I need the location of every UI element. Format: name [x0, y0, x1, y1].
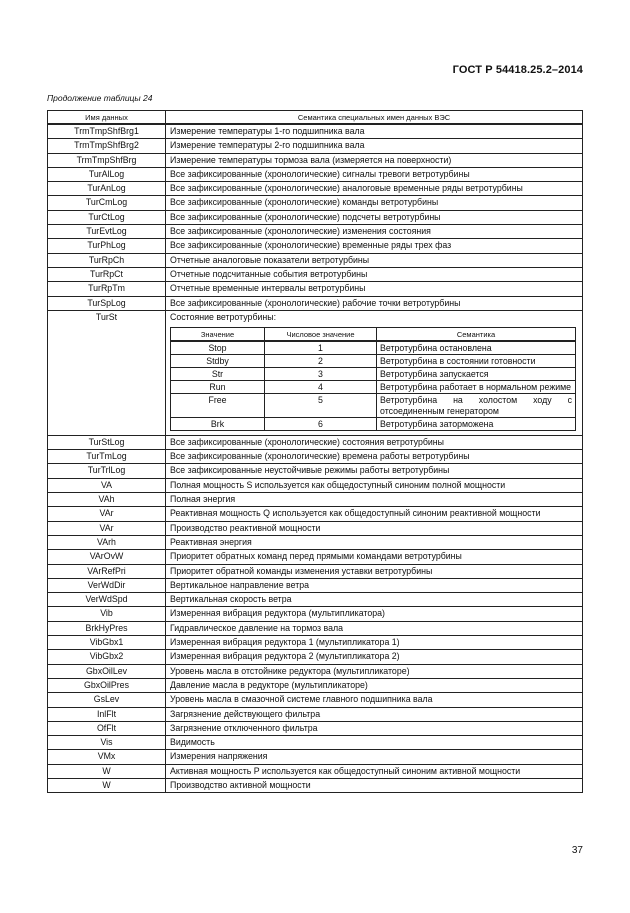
table-cell-name: TurRpCt	[48, 267, 166, 281]
table-row	[48, 564, 583, 578]
table-cell-description: Уровень масла в отстойнике редуктора (мультипликаторе)	[166, 664, 583, 678]
table-cell-name: Vis	[48, 736, 166, 750]
table-row	[48, 153, 583, 167]
table-cell-description: Измерение температуры 1-го подшипника вала	[166, 124, 583, 139]
table-cell-description: Реактивная мощность Q используется как общедоступный синоним реактивной мощности	[166, 507, 583, 521]
table-cell-description: Производство активной мощности	[166, 778, 583, 792]
table-body-top	[48, 124, 583, 310]
table-cell-description: Вертикальная скорость ветра	[166, 593, 583, 607]
table-cell-name: TurRpCh	[48, 253, 166, 267]
table-row	[48, 507, 583, 521]
sub-table-row	[171, 367, 576, 380]
sub-table-row	[171, 393, 576, 417]
table-cell-name: Vib	[48, 607, 166, 621]
table-cell-name: TurSt	[48, 310, 166, 435]
table-cell-name: TurTmLog	[48, 450, 166, 464]
table-cell-description: Измеренная вибрация редуктора 1 (мультипликатора 1)	[166, 636, 583, 650]
table-cell-name: W	[48, 778, 166, 792]
table-row	[48, 478, 583, 492]
table-cell-description: Все зафиксированные (хронологические) времена работы ветротурбины	[166, 450, 583, 464]
table-cell-description: Отчетные подсчитанные события ветротурбины	[166, 267, 583, 281]
sub-header-semantics: Семантика	[377, 327, 576, 341]
table-cell-name: TrmTmpShfBrg1	[48, 124, 166, 139]
sub-cell-numeric: 4	[265, 380, 377, 393]
table-row	[48, 607, 583, 621]
table-cell-description: Измерение температуры тормоза вала (измеряется на поверхности)	[166, 153, 583, 167]
table-body-bottom	[48, 435, 583, 792]
table-cell-name: TurEvtLog	[48, 225, 166, 239]
table-cell-name: OfFlt	[48, 721, 166, 735]
table-cell-name: BrkHyPres	[48, 621, 166, 635]
table-cell-name: VArh	[48, 535, 166, 549]
sub-cell-value: Stdby	[171, 354, 265, 367]
table-cell-description: Все зафиксированные (хронологические) рабочие точки ветротурбины	[166, 296, 583, 310]
table-row	[48, 210, 583, 224]
table-cell-description: Производство реактивной мощности	[166, 521, 583, 535]
table-cell-description: Отчетные временные интервалы ветротурбины	[166, 282, 583, 296]
sub-cell-semantics: Ветротурбина на холостом ходу с отсоединенным генератором	[377, 393, 576, 417]
turst-sub-body	[171, 341, 576, 431]
table-cell-name: VerWdSpd	[48, 593, 166, 607]
table-row	[48, 764, 583, 778]
table-cell-description: Все зафиксированные (хронологические) команды ветротурбины	[166, 196, 583, 210]
table-cell-description: Все зафиксированные (хронологические) подсчеты ветротурбины	[166, 210, 583, 224]
sub-table-row	[171, 354, 576, 367]
table-cell-description: Вертикальное направление ветра	[166, 578, 583, 592]
table-row	[48, 664, 583, 678]
table-continuation-caption: Продолжение таблицы 24	[47, 93, 153, 103]
sub-table-row	[171, 380, 576, 393]
table-cell-description: Измерение температуры 2-го подшипника вала	[166, 139, 583, 153]
table-cell-description: Измеренная вибрация редуктора (мультипликатора)	[166, 607, 583, 621]
table-row	[48, 267, 583, 281]
table-row	[48, 707, 583, 721]
table-cell-description: Приоритет обратной команды изменения уставки ветротурбины	[166, 564, 583, 578]
standard-number: ГОСТ Р 54418.25.2–2014	[452, 64, 583, 76]
table-row	[48, 678, 583, 692]
table-cell-name: TurCmLog	[48, 196, 166, 210]
table-cell-name: TurStLog	[48, 435, 166, 449]
table-row	[48, 167, 583, 181]
table-row	[48, 225, 583, 239]
table-cell-name: TurTrlLog	[48, 464, 166, 478]
table-cell-name: VAr	[48, 507, 166, 521]
table-cell-name: VMx	[48, 750, 166, 764]
sub-cell-semantics: Ветротурбина остановлена	[377, 341, 576, 355]
table-cell-description: Видимость	[166, 736, 583, 750]
table-cell-description: Полная мощность S используется как общедоступный синоним полной мощности	[166, 478, 583, 492]
table-cell-name: GsLev	[48, 693, 166, 707]
table-row	[48, 253, 583, 267]
table-cell-name: VAh	[48, 493, 166, 507]
table-cell-description: Все зафиксированные (хронологические) временные ряды трех фаз	[166, 239, 583, 253]
table-row	[48, 636, 583, 650]
table-row	[48, 750, 583, 764]
data-names-table	[47, 110, 583, 793]
sub-cell-semantics: Ветротурбина в состоянии готовности	[377, 354, 576, 367]
sub-cell-value: Run	[171, 380, 265, 393]
table-cell-description: Все зафиксированные (хронологические) аналоговые временные ряды ветротурбины	[166, 182, 583, 196]
sub-cell-value: Brk	[171, 417, 265, 430]
table-cell-name: VAr	[48, 521, 166, 535]
table-cell-description: Загрязнение отключенного фильтра	[166, 721, 583, 735]
sub-cell-numeric: 5	[265, 393, 377, 417]
table-cell-name: TurSpLog	[48, 296, 166, 310]
table-cell-description: Все зафиксированные (хронологические) состояния ветротурбины	[166, 435, 583, 449]
sub-header-value: Значение	[171, 327, 265, 341]
table-cell-name: TurAnLog	[48, 182, 166, 196]
table-cell-name: VibGbx1	[48, 636, 166, 650]
table-cell-name: VA	[48, 478, 166, 492]
table-row	[48, 435, 583, 449]
table-row	[48, 650, 583, 664]
table-cell-name: VerWdDir	[48, 578, 166, 592]
turst-section	[48, 310, 583, 435]
sub-cell-value: Str	[171, 367, 265, 380]
sub-header-numeric: Числовое значение	[265, 327, 377, 341]
table-cell-name: VibGbx2	[48, 650, 166, 664]
sub-cell-numeric: 2	[265, 354, 377, 367]
table-cell-name: GbxOilPres	[48, 678, 166, 692]
table-row	[48, 578, 583, 592]
table-cell-description: Измеренная вибрация редуктора 2 (мультипликатора 2)	[166, 650, 583, 664]
sub-cell-numeric: 3	[265, 367, 377, 380]
page-number: 37	[571, 845, 583, 856]
sub-cell-numeric: 1	[265, 341, 377, 355]
table-cell-description: Отчетные аналоговые показатели ветротурбины	[166, 253, 583, 267]
sub-cell-semantics: Ветротурбина работает в нормальном режиме	[377, 380, 576, 393]
table-cell-description: Все зафиксированные (хронологические) изменения состояния	[166, 225, 583, 239]
table-row	[48, 182, 583, 196]
table-cell-description: Реактивная энергия	[166, 535, 583, 549]
table-row	[48, 282, 583, 296]
table-cell-description: Все зафиксированные (хронологические) сигналы тревоги ветротурбины	[166, 167, 583, 181]
sub-table-row	[171, 341, 576, 355]
sub-table-row	[171, 417, 576, 430]
sub-cell-value: Free	[171, 393, 265, 417]
table-cell-description: Все зафиксированные неустойчивые режимы работы ветротурбины	[166, 464, 583, 478]
table-row	[48, 550, 583, 564]
table-row	[48, 621, 583, 635]
table-cell-description: Гидравлическое давление на тормоз вала	[166, 621, 583, 635]
table-cell-name: TurPhLog	[48, 239, 166, 253]
table-cell-name: VArOvW	[48, 550, 166, 564]
table-cell-name: TurAlLog	[48, 167, 166, 181]
table-cell-description: Приоритет обратных команд перед прямыми командами ветротурбины	[166, 550, 583, 564]
table-cell-description: Давление масла в редукторе (мультипликаторе)	[166, 678, 583, 692]
table-cell-description: Уровень масла в смазочной системе главного подшипника вала	[166, 693, 583, 707]
turst-values-table	[170, 327, 576, 431]
table-row	[48, 239, 583, 253]
table-cell-name: W	[48, 764, 166, 778]
table-row	[48, 139, 583, 153]
table-cell-name: InlFlt	[48, 707, 166, 721]
table-cell-name: TrmTmpShfBrg2	[48, 139, 166, 153]
table-cell-name: TrmTmpShfBrg	[48, 153, 166, 167]
table-cell-description: Полная энергия	[166, 493, 583, 507]
table-row	[48, 493, 583, 507]
table-cell-name: TurCtLog	[48, 210, 166, 224]
sub-cell-value: Stop	[171, 341, 265, 355]
table-row	[48, 778, 583, 792]
table-row	[48, 693, 583, 707]
table-cell-description: Измерения напряжения	[166, 750, 583, 764]
sub-cell-semantics: Ветротурбина запускается	[377, 367, 576, 380]
table-cell-name: GbxOilLev	[48, 664, 166, 678]
column-header-semantics: Семантика специальных имен данных ВЭС	[166, 111, 583, 125]
table-row	[48, 593, 583, 607]
turst-description-cell	[166, 310, 583, 435]
table-row	[48, 296, 583, 310]
table-cell-description: Активная мощность P используется как общедоступный синоним активной мощности	[166, 764, 583, 778]
table-cell-name: TurRpTm	[48, 282, 166, 296]
turst-intro: Состояние ветротурбины:	[170, 311, 277, 322]
table-row	[48, 464, 583, 478]
table-row	[48, 124, 583, 139]
table-row	[48, 736, 583, 750]
table-row	[48, 535, 583, 549]
table-row	[48, 721, 583, 735]
column-header-name: Имя данных	[48, 111, 166, 125]
table-cell-name: VArRefPri	[48, 564, 166, 578]
table-row	[48, 196, 583, 210]
table-cell-description: Загрязнение действующего фильтра	[166, 707, 583, 721]
table-row	[48, 450, 583, 464]
table-row	[48, 521, 583, 535]
sub-cell-semantics: Ветротурбина заторможена	[377, 417, 576, 430]
sub-cell-numeric: 6	[265, 417, 377, 430]
